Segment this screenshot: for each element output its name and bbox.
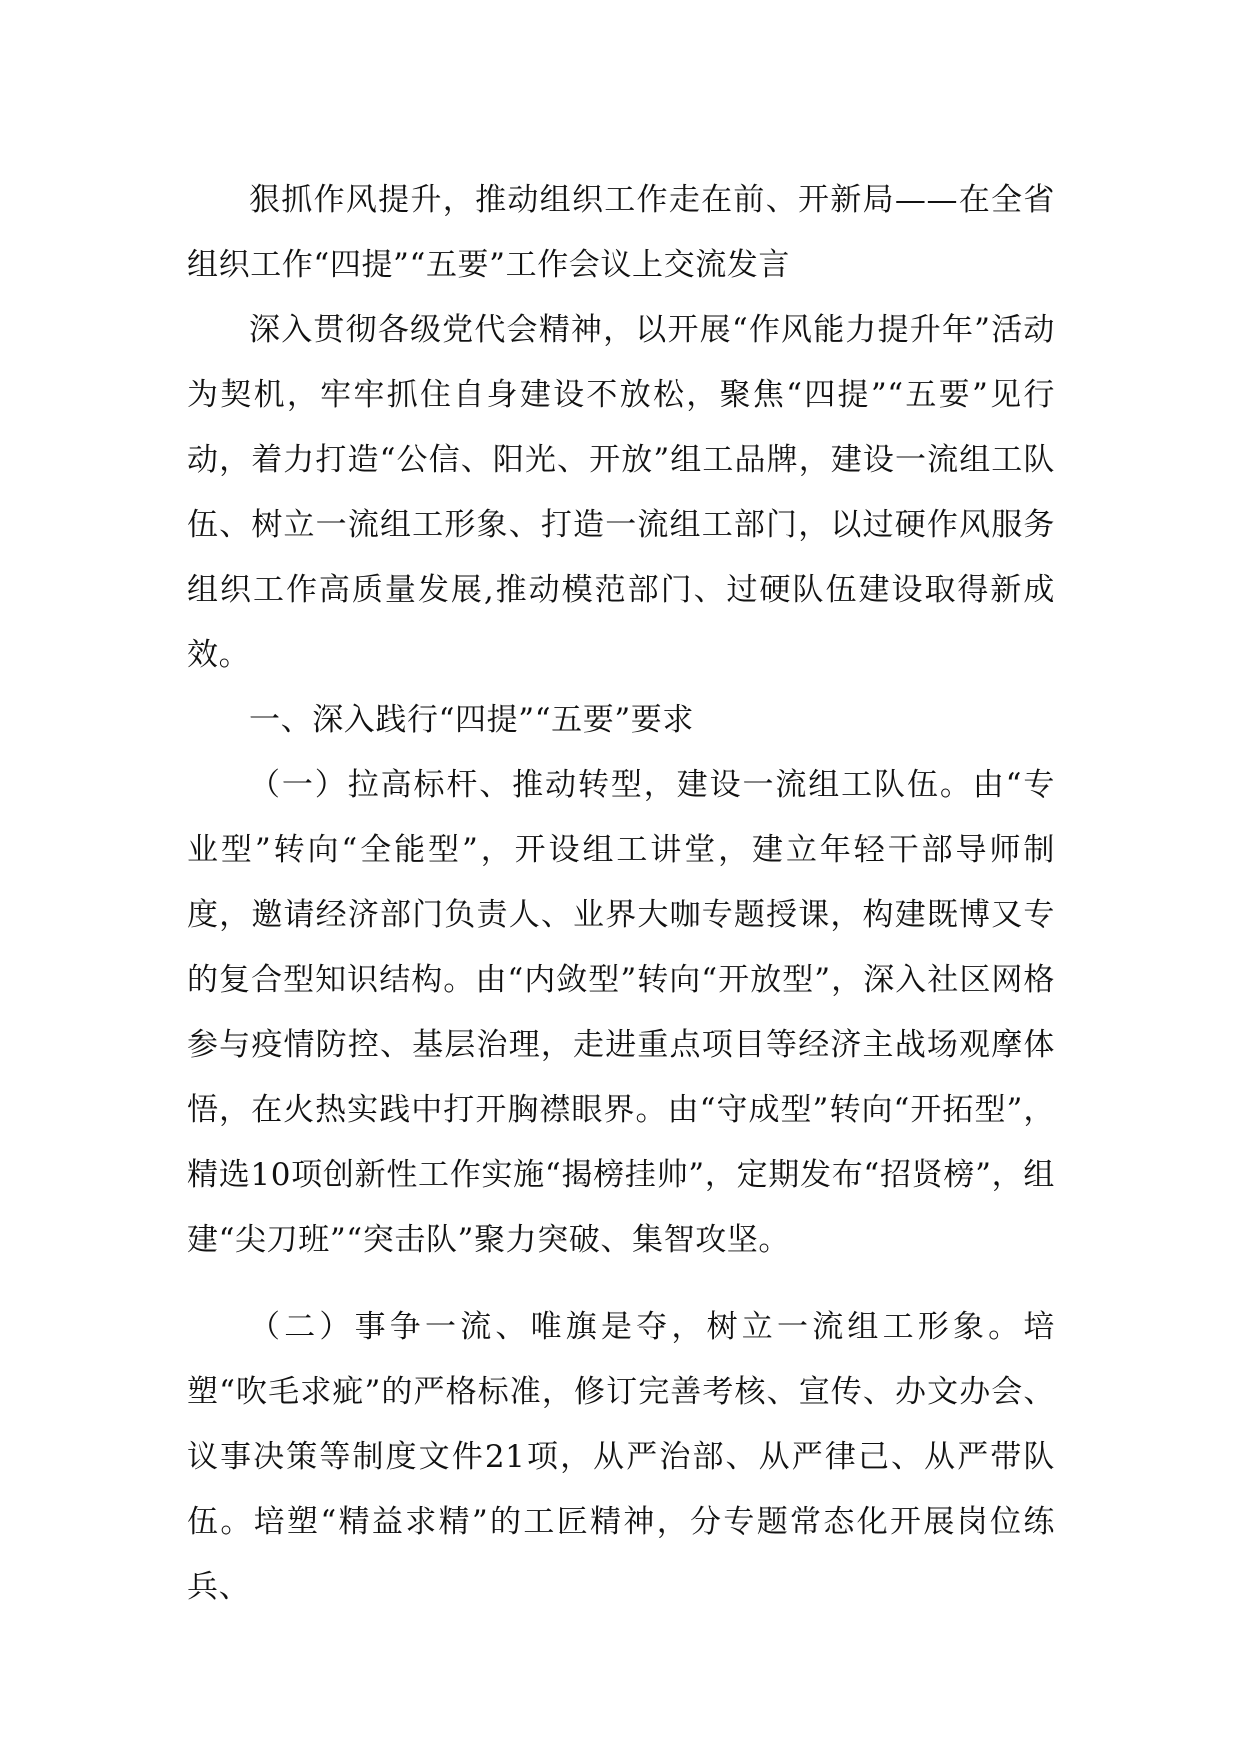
document-title: 狠抓作风提升，推动组织工作走在前、开新局——在全省组织工作“四提”“五要”工作会议上交流发言 [187,182,1055,283]
section-heading-1: 一、深入践行“四提”“五要”要求 [249,702,694,738]
paragraph-intro: 深入贯彻各级党代会精神，以开展“作风能力提升年”活动为契机，牢牢抓住自身建设不放松，聚焦“四提”“五要”见行动，着力打造“公信、阳光、开放”组工品牌，建设一流组工队伍、树立一流组工形象、打造一流组工部门，以过硬作风服务组织工作高质量发展,推动模范部门、过硬队伍建设取得新成效。 [187,312,1055,673]
paragraph-subsection-1: （一）拉高标杆、推动转型，建设一流组工队伍。由“专业型”转向“全能型”，开设组工讲堂，建立年轻干部导师制度，邀请经济部门负责人、业界大咖专题授课，构建既博又专的复合型知识结构。由“内敛型”转向“开放型”，深入社区网格参与疫情防控、基层治理，走进重点项目等经济主战场观摩体悟，在火热实践中打开胸襟眼界。由“守成型”转向“开拓型”，精选10项创新性工作实施“揭榜挂帅”，定期发布“招贤榜”，组建“尖刀班”“突击队”聚力突破、集智攻坚。 [187,767,1055,1258]
document-body [187,168,1055,1620]
paragraph-subsection-2: （二）事争一流、唯旗是夺，树立一流组工形象。培塑“吹毛求疵”的严格标准，修订完善考核、宣传、办文办会、议事决策等制度文件21项，从严治部、从严律己、从严带队伍。培塑“精益求精”的工匠精神，分专题常态化开展岗位练兵、 [187,1309,1055,1605]
